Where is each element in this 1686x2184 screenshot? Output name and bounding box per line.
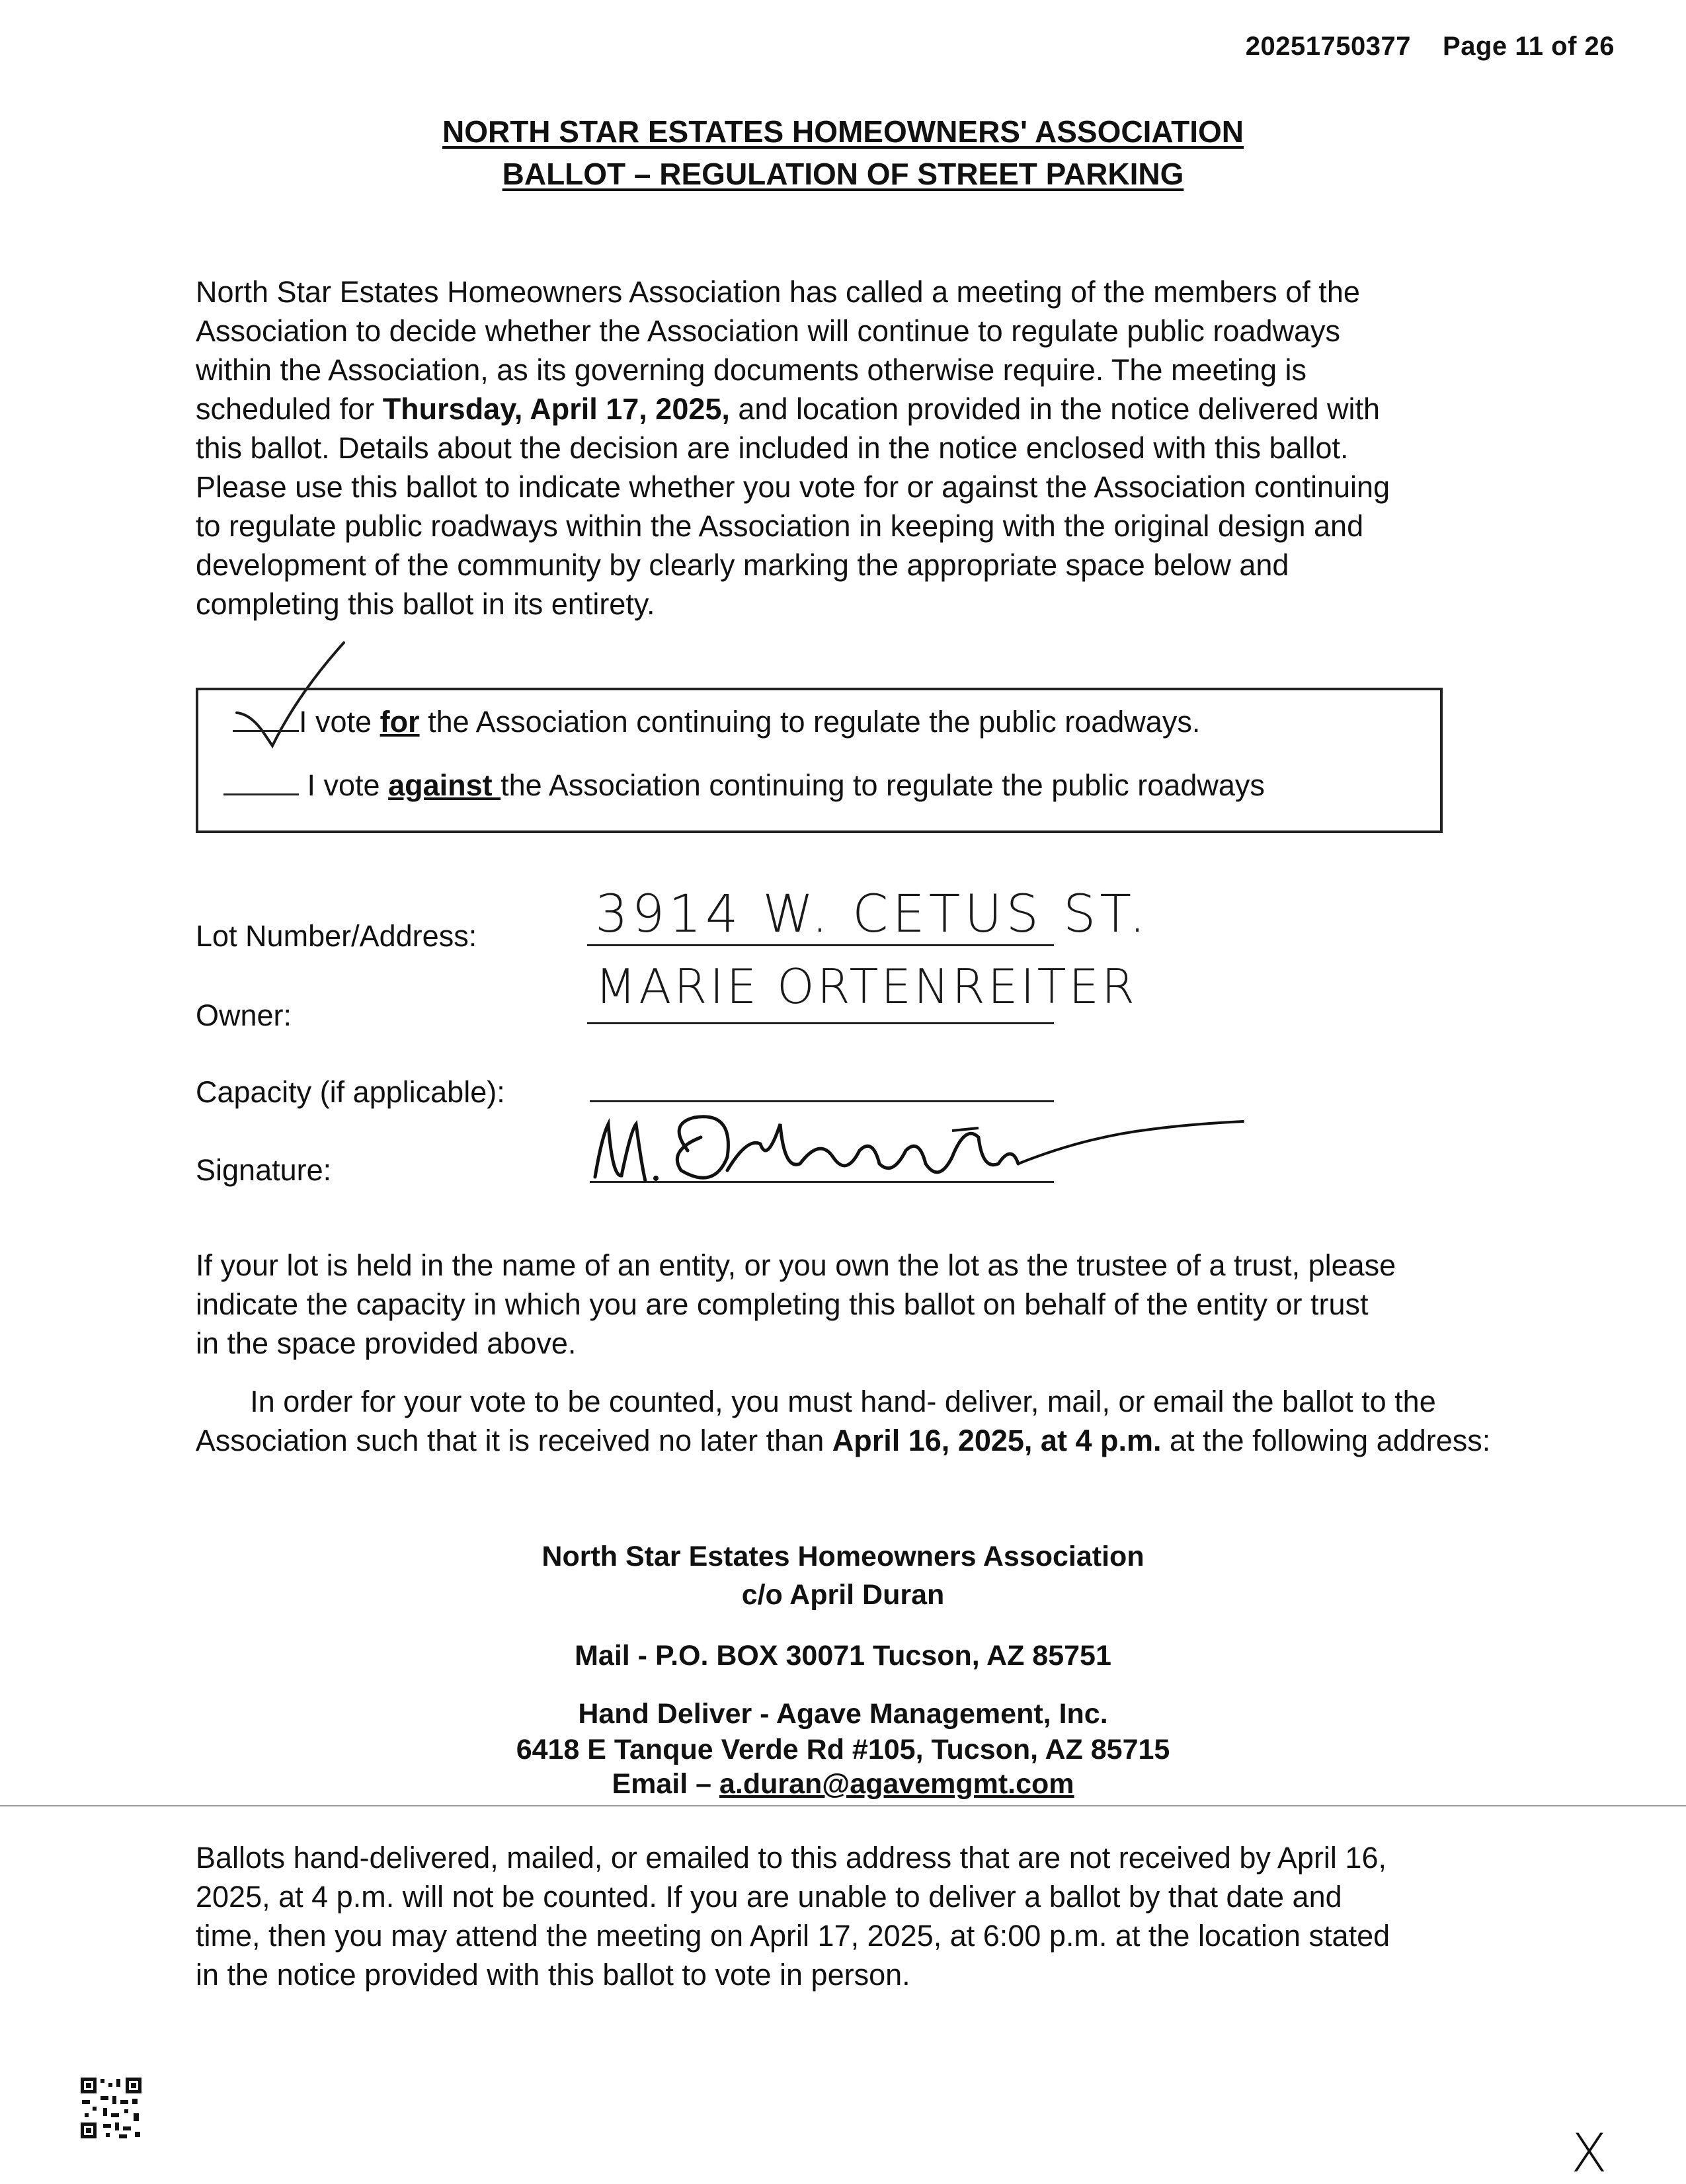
signature-image[interactable] xyxy=(582,1098,1269,1197)
qr-code-icon xyxy=(79,2076,143,2140)
capacity-label: Capacity (if applicable): xyxy=(196,1075,505,1109)
email-link[interactable]: a.duran@agavemgmt.com xyxy=(719,1768,1074,1800)
footer-note: Ballots hand-delivered, mailed, or emailed to this address that are not received by April 16, 2025, at 4 p.m. will not be counted. If you are unable to deliver a ballot by that date and time, then you may attend the meeting on April 17, 2025, at 6:00 p.m. at the location stated in the notice provided with this ballot to vote in person. xyxy=(196,1841,1390,1992)
delivery-text-1: In order for your vote to be counted, you must hand- deliver, mail, or email the ballot to the Association such that it is received no later than xyxy=(195,1385,1436,1457)
owner-value[interactable]: MARIE ORTENREITER xyxy=(595,959,1138,1014)
lot-address-value[interactable]: 3914 W. CETUS ST. xyxy=(595,885,1150,944)
intro-text-2: and location provided in the notice delivered with this ballot. Details about the decision are included in the notice enclosed with this ballot. Please use this ballot to indicate whether you vote for or against the Association continuing to regulate public roadways within the Association in keeping with the original design and development of the community by clearly marking the appropriate space below and completing this ballot in its entirety. xyxy=(196,392,1390,621)
lot-address-label: Lot Number/Address: xyxy=(196,919,477,953)
vote-against-prefix: I vote xyxy=(307,768,389,802)
owner-label: Owner: xyxy=(196,998,292,1032)
address-org: North Star Estates Homeowners Association xyxy=(542,1541,1144,1572)
address-hand-deliver: Hand Deliver - Agave Management, Inc. xyxy=(578,1698,1108,1730)
scan-divider xyxy=(0,1805,1686,1806)
vote-for-text: the Association continuing to regulate the public roadways. xyxy=(419,705,1201,739)
delivery-text-2: at the following address: xyxy=(1161,1424,1491,1457)
vote-against-text: the Association continuing to regulate the public roadways xyxy=(501,768,1265,802)
lot-address-line xyxy=(587,944,1054,946)
vote-for-blank[interactable] xyxy=(233,723,299,732)
delivery-instructions xyxy=(192,1382,1494,1460)
title-line-1: NORTH STAR ESTATES HOMEOWNERS' ASSOCIATION xyxy=(442,114,1244,149)
vote-against-blank[interactable] xyxy=(223,787,299,795)
address-email-line xyxy=(0,1768,1686,1800)
title-line-2: BALLOT – REGULATION OF STREET PARKING xyxy=(502,157,1184,191)
delivery-deadline: April 16, 2025, at 4 p.m. xyxy=(832,1424,1162,1457)
meeting-date: Thursday, April 17, 2025, xyxy=(382,392,730,426)
address-care-of: c/o April Duran xyxy=(741,1579,945,1611)
vote-against-option[interactable] xyxy=(223,768,1265,803)
vote-for-word: for xyxy=(380,705,420,739)
document-number: 20251750377 xyxy=(1245,32,1412,61)
signature-label: Signature: xyxy=(196,1153,332,1187)
address-street: 6418 E Tanque Verde Rd #105, Tucson, AZ 85715 xyxy=(516,1734,1170,1765)
address-mail: Mail - P.O. BOX 30071 Tucson, AZ 85751 xyxy=(575,1640,1111,1672)
email-prefix: Email – xyxy=(612,1768,719,1800)
document-header xyxy=(1246,32,1615,61)
entity-note: If your lot is held in the name of an entity, or you own the lot as the trustee of a trust, please indicate the capacity in which you are completing this ballot on behalf of the entity or trust in the space provided above. xyxy=(196,1248,1396,1360)
page-indicator: Page 11 of 26 xyxy=(1443,32,1615,61)
owner-line xyxy=(587,1022,1054,1024)
vote-for-prefix: I vote xyxy=(299,705,380,739)
vote-against-word: against xyxy=(388,768,501,802)
corner-mark: X xyxy=(1571,2123,1607,2184)
intro-text-1: North Star Estates Homeowners Association has called a meeting of the members of the Association to decide whether the Association will continue to regulate public roadways within the Association, as its governing documents otherwise require. The meeting is scheduled for xyxy=(196,275,1360,426)
intro-paragraph xyxy=(196,272,1492,624)
vote-for-option[interactable] xyxy=(233,705,1200,739)
